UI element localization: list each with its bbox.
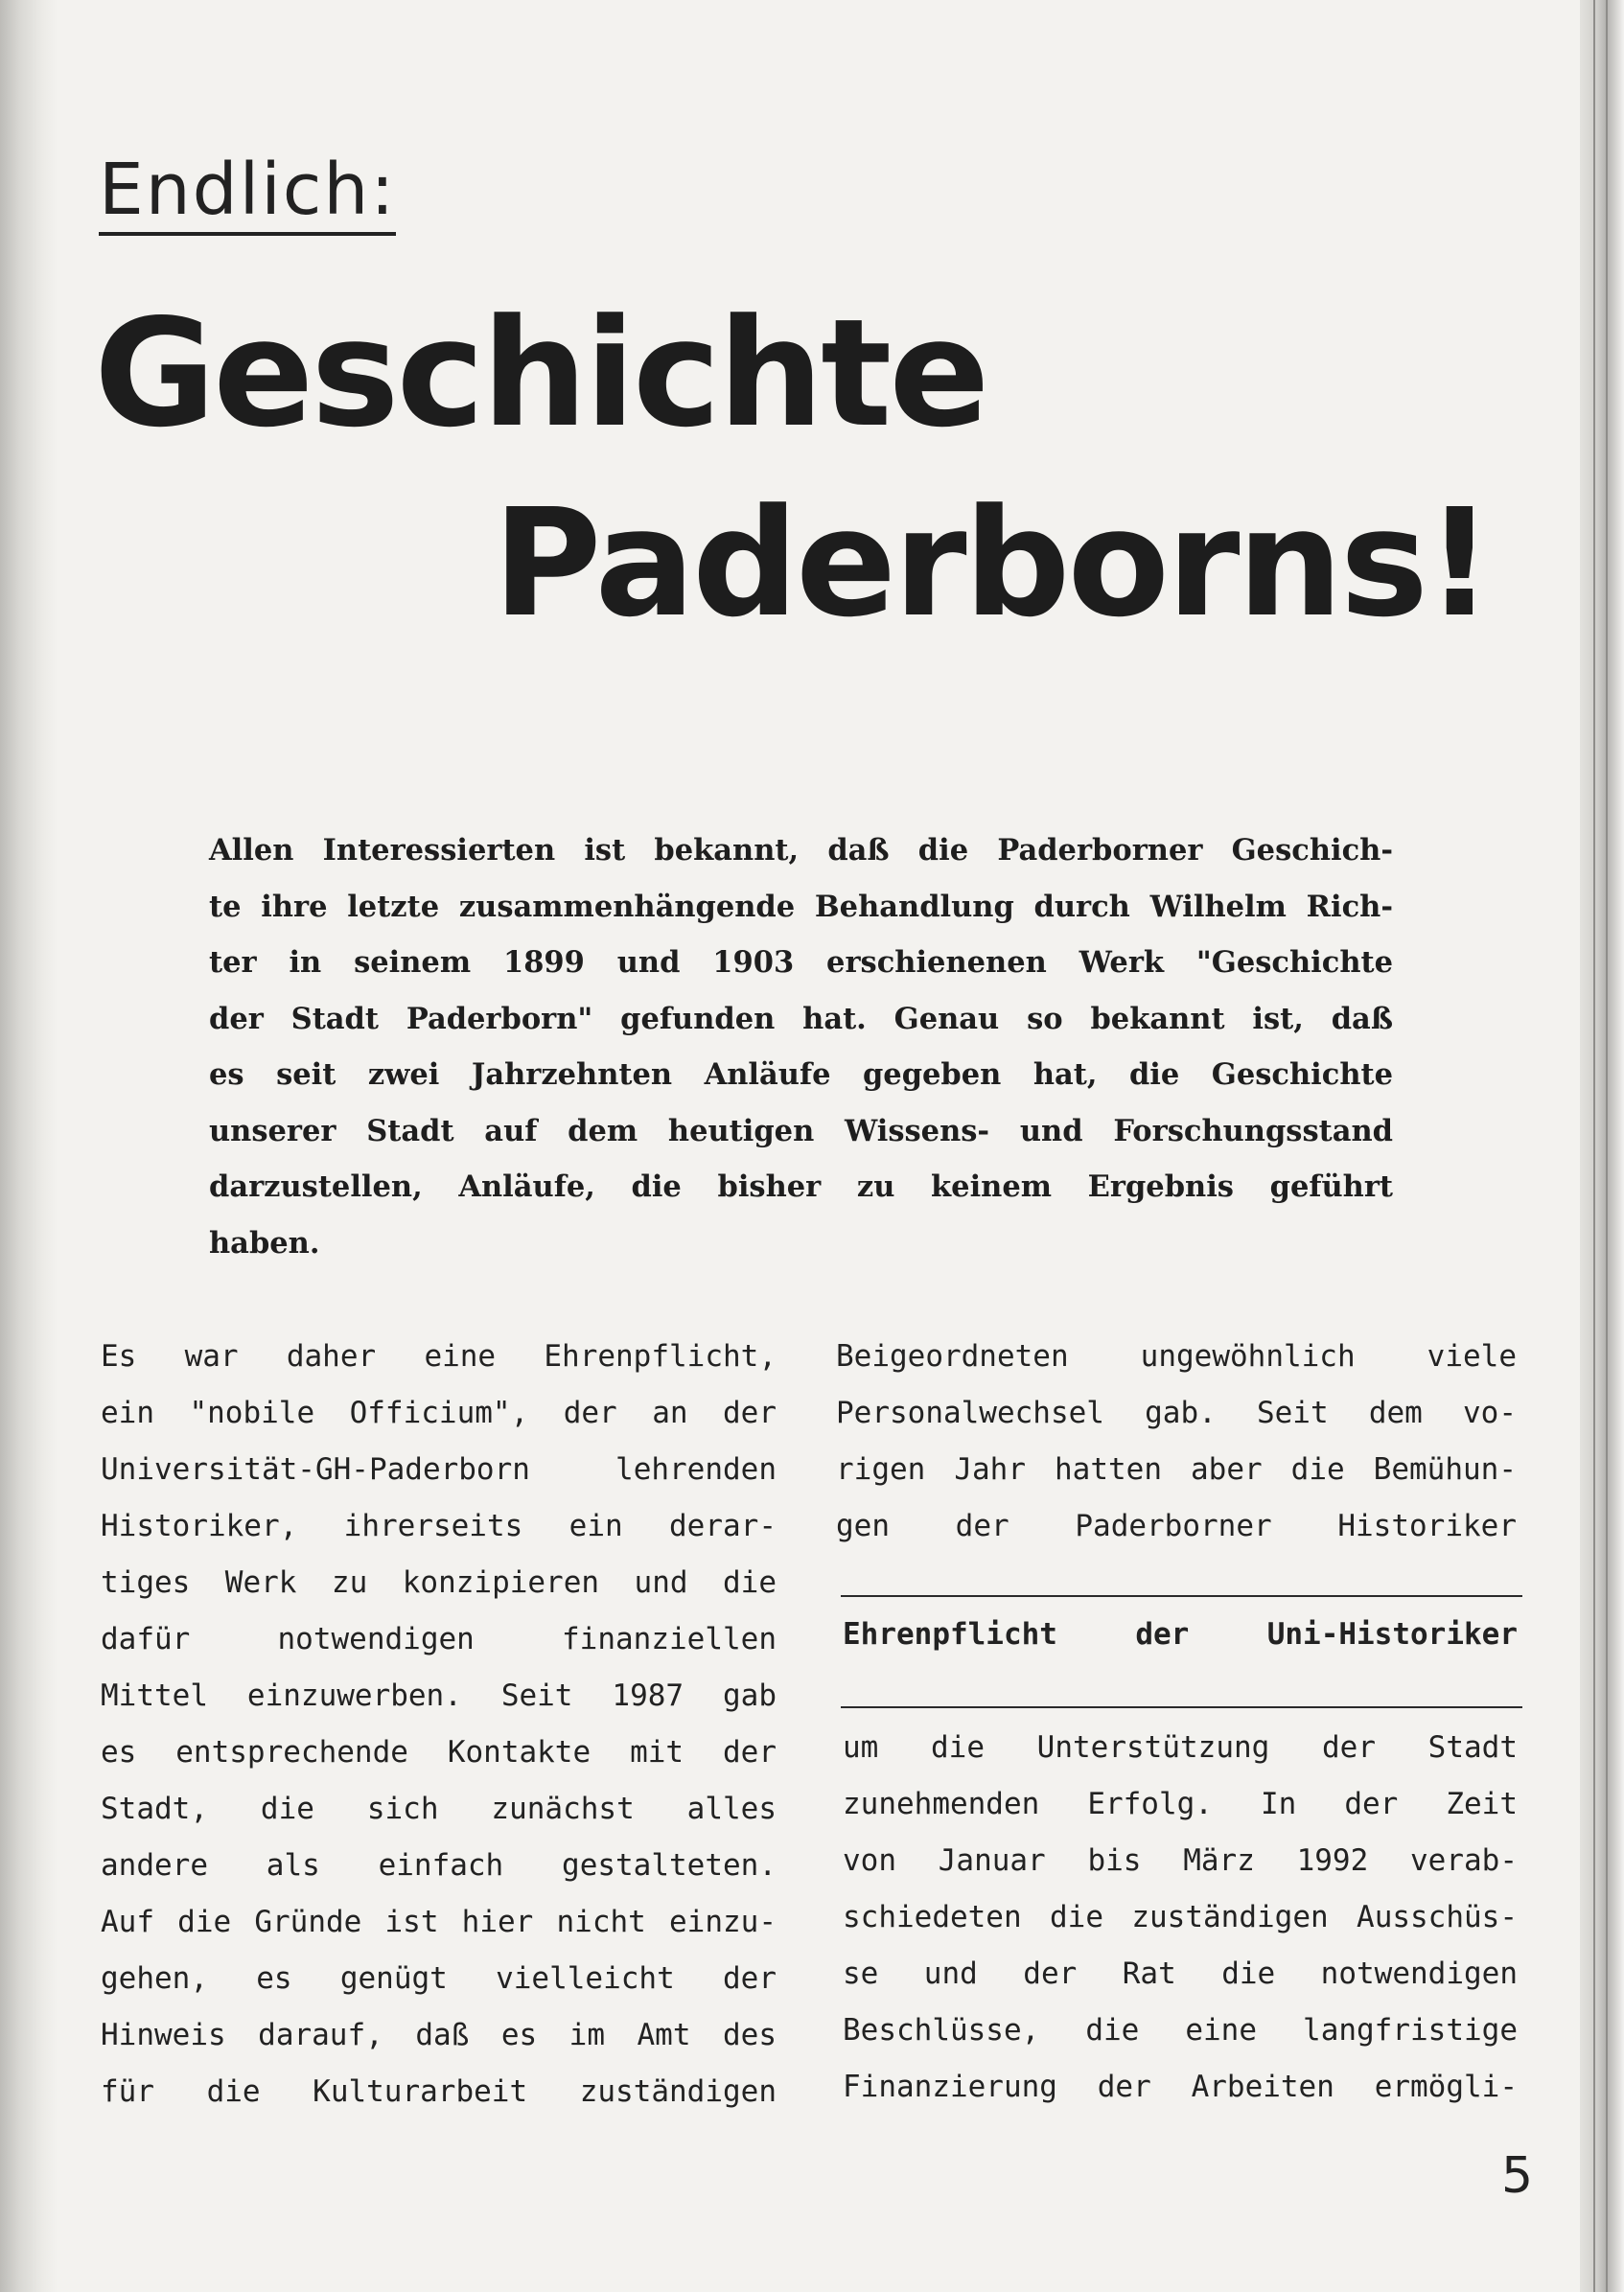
subheading: Ehrenpflicht der Uni-Historiker: [843, 1617, 1518, 1652]
page-edges: [1580, 0, 1624, 2292]
intro-line: Allen Interessierten ist bekannt, daß die Paderborner Geschich-: [209, 833, 1393, 868]
text-line: um die Unterstützung der Stadt: [843, 1730, 1518, 1765]
subheading-rule-top: [841, 1595, 1522, 1597]
intro-line: der Stadt Paderborn" gefunden hat. Genau so bekannt ist, daß: [209, 1001, 1393, 1036]
subheading-rule-bottom: [841, 1706, 1522, 1708]
text-line: rigen Jahr hatten aber die Bemühun-: [836, 1452, 1517, 1487]
intro-line: te ihre letzte zusammenhängende Behandlung durch Wilhelm Rich-: [209, 889, 1393, 924]
intro-line: darzustellen, Anläufe, die bisher zu keinem Ergebnis geführt: [209, 1169, 1393, 1204]
text-line: Beschlüsse, die eine langfristige: [843, 2013, 1518, 2048]
page-edge-line: [1606, 0, 1608, 2292]
binding-shadow: [0, 0, 58, 2292]
text-line: Stadt, die sich zunächst alles: [101, 1792, 777, 1826]
text-line: es entsprechende Kontakte mit der: [101, 1735, 777, 1770]
text-line: Hinweis darauf, daß es im Amt des: [101, 2018, 777, 2052]
text-line: von Januar bis März 1992 verab-: [843, 1843, 1518, 1878]
text-line: zunehmenden Erfolg. In der Zeit: [843, 1787, 1518, 1821]
intro-line: ter in seinem 1899 und 1903 erschienenen Werk "Geschichte: [209, 945, 1393, 980]
intro-line: es seit zwei Jahrzehnten Anläufe gegeben hat, die Geschichte: [209, 1057, 1393, 1092]
text-line: dafür notwendigen finanziellen: [101, 1622, 777, 1656]
text-line: andere als einfach gestalteten.: [101, 1848, 777, 1883]
body-column-right-bottom: [843, 1720, 1518, 2116]
text-line: gen der Paderborner Historiker: [836, 1509, 1517, 1543]
text-line: gehen, es genügt vielleicht der: [101, 1961, 777, 1996]
text-line: Beigeordneten ungewöhnlich viele: [836, 1339, 1517, 1374]
text-line: tiges Werk zu konzipieren und die: [101, 1565, 777, 1600]
text-line: Personalwechsel gab. Seit dem vo-: [836, 1396, 1517, 1430]
intro-paragraph: [209, 822, 1393, 1271]
text-line: se und der Rat die notwendigen: [843, 1956, 1518, 1991]
kicker: Endlich:: [99, 148, 396, 236]
text-line: ein "nobile Officium", der an der: [101, 1396, 777, 1430]
text-line: für die Kulturarbeit zuständigen: [101, 2074, 777, 2109]
headline-line-2: Paderborns!: [493, 476, 1491, 650]
text-line: Es war daher eine Ehrenpflicht,: [101, 1339, 777, 1374]
page-edge-line: [1593, 0, 1595, 2292]
intro-line: haben.: [209, 1225, 320, 1261]
body-column-left: [101, 1329, 777, 2120]
page-number: 5: [1501, 2147, 1534, 2205]
text-line: Mittel einzuwerben. Seit 1987 gab: [101, 1678, 777, 1713]
intro-line: unserer Stadt auf dem heutigen Wissens- und Forschungsstand: [209, 1113, 1393, 1148]
body-column-right-top: [836, 1329, 1517, 1555]
text-line: Finanzierung der Arbeiten ermögli-: [843, 2070, 1518, 2104]
text-line: schiedeten die zuständigen Ausschüs-: [843, 1900, 1518, 1934]
headline-line-1: Geschichte: [94, 287, 987, 460]
text-line: Historiker, ihrerseits ein derar-: [101, 1509, 777, 1543]
text-line: Auf die Gründe ist hier nicht einzu-: [101, 1905, 777, 1939]
text-line: Universität-GH-Paderborn lehrenden: [101, 1452, 777, 1487]
